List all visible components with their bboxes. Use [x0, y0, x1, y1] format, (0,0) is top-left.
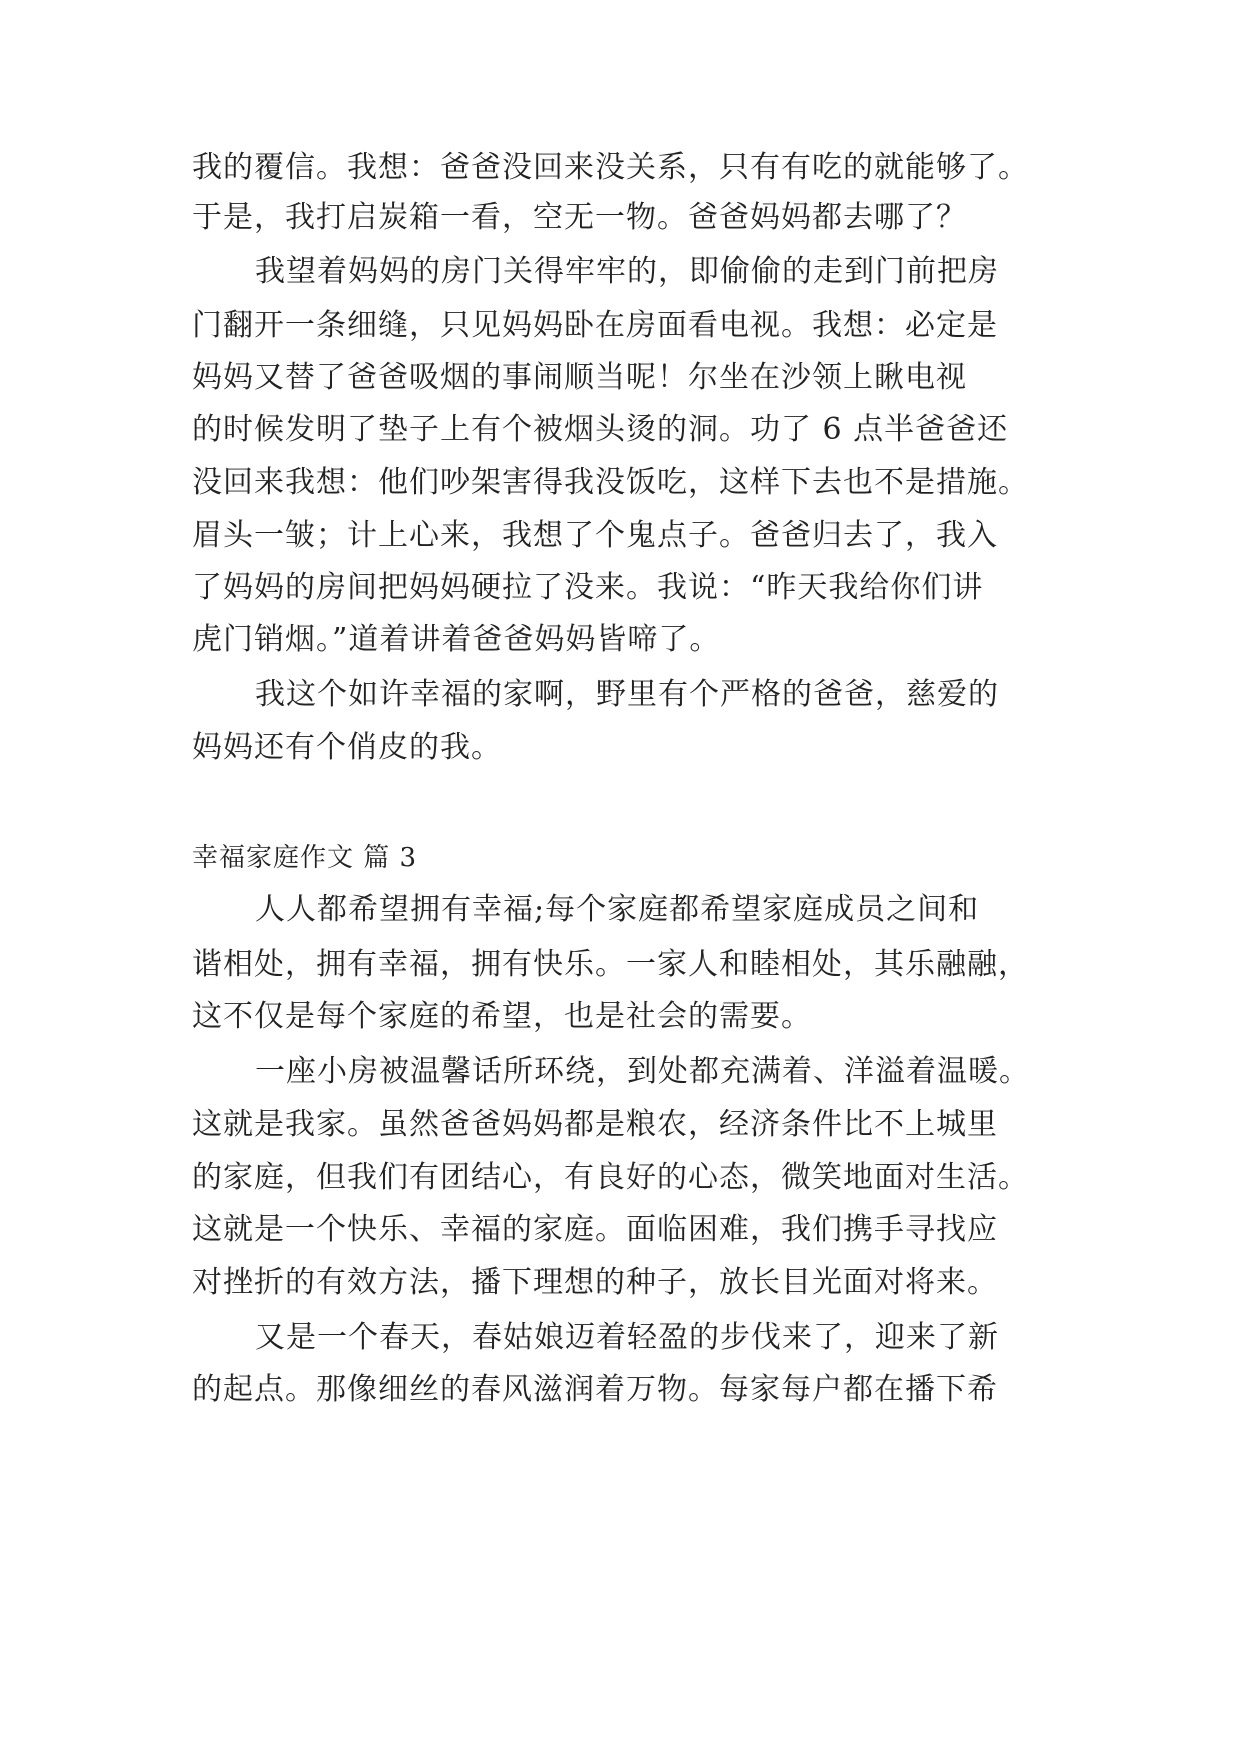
paragraph-line: 眉头一皱；计上心来，我想了个鬼点子。爸爸归去了，我入	[192, 518, 998, 553]
paragraph-line: 没回来我想：他们吵架害得我没饭吃，这样下去也不是措施。	[192, 465, 1029, 500]
paragraph-line: 对挫折的有效方法，播下理想的种子，放长目光面对将来。	[192, 1265, 998, 1300]
paragraph-line: 的家庭，但我们有团结心，有良好的心态，微笑地面对生活。	[192, 1160, 1029, 1195]
paragraph-line: 谐相处，拥有幸福，拥有快乐。一家人和睦相处，其乐融融，	[192, 947, 1029, 982]
section-heading: 幸福家庭作文 篇 3	[192, 843, 418, 873]
paragraph-line: 的起点。那像细丝的春风滋润着万物。每家每户都在播下希	[192, 1372, 998, 1407]
paragraph-line: 的时候发明了垫子上有个被烟头烫的洞。功了 6 点半爸爸还	[192, 412, 1009, 447]
paragraph-line: 又是一个春天，春姑娘迈着轻盈的步伐来了，迎来了新	[255, 1320, 999, 1355]
paragraph-line: 我的覆信。我想：爸爸没回来没关系，只有有吃的就能够了。	[192, 150, 1029, 185]
paragraph-line: 人人都希望拥有幸福;每个家庭都希望家庭成员之间和	[255, 892, 980, 927]
paragraph-line: 妈妈又替了爸爸吸烟的事闹顺当呢！尔坐在沙领上瞅电视	[192, 360, 967, 395]
paragraph-line: 这就是我家。虽然爸爸妈妈都是粮农，经济条件比不上城里	[192, 1107, 998, 1142]
paragraph-line: 这不仅是每个家庭的希望，也是社会的需要。	[192, 999, 812, 1034]
paragraph-line: 妈妈还有个俏皮的我。	[192, 730, 502, 765]
paragraph-line: 我这个如许幸福的家啊，野里有个严格的爸爸，慈爱的	[255, 677, 999, 712]
paragraph-line: 虎门销烟。”道着讲着爸爸妈妈皆啼了。	[192, 622, 721, 657]
paragraph-line: 了妈妈的房间把妈妈硬拉了没来。我说：“昨天我给你们讲	[192, 570, 984, 605]
paragraph-line: 一座小房被温馨话所环绕，到处都充满着、洋溢着温暖。	[255, 1054, 1030, 1089]
paragraph-line: 这就是一个快乐、幸福的家庭。面临困难，我们携手寻找应	[192, 1212, 998, 1247]
paragraph-line: 门翻开一条细缝，只见妈妈卧在房面看电视。我想：必定是	[192, 308, 998, 343]
paragraph-line: 于是，我打启炭箱一看，空无一物。爸爸妈妈都去哪了？	[192, 200, 967, 235]
paragraph-line: 我望着妈妈的房门关得牢牢的，即偷偷的走到门前把房	[255, 254, 999, 289]
